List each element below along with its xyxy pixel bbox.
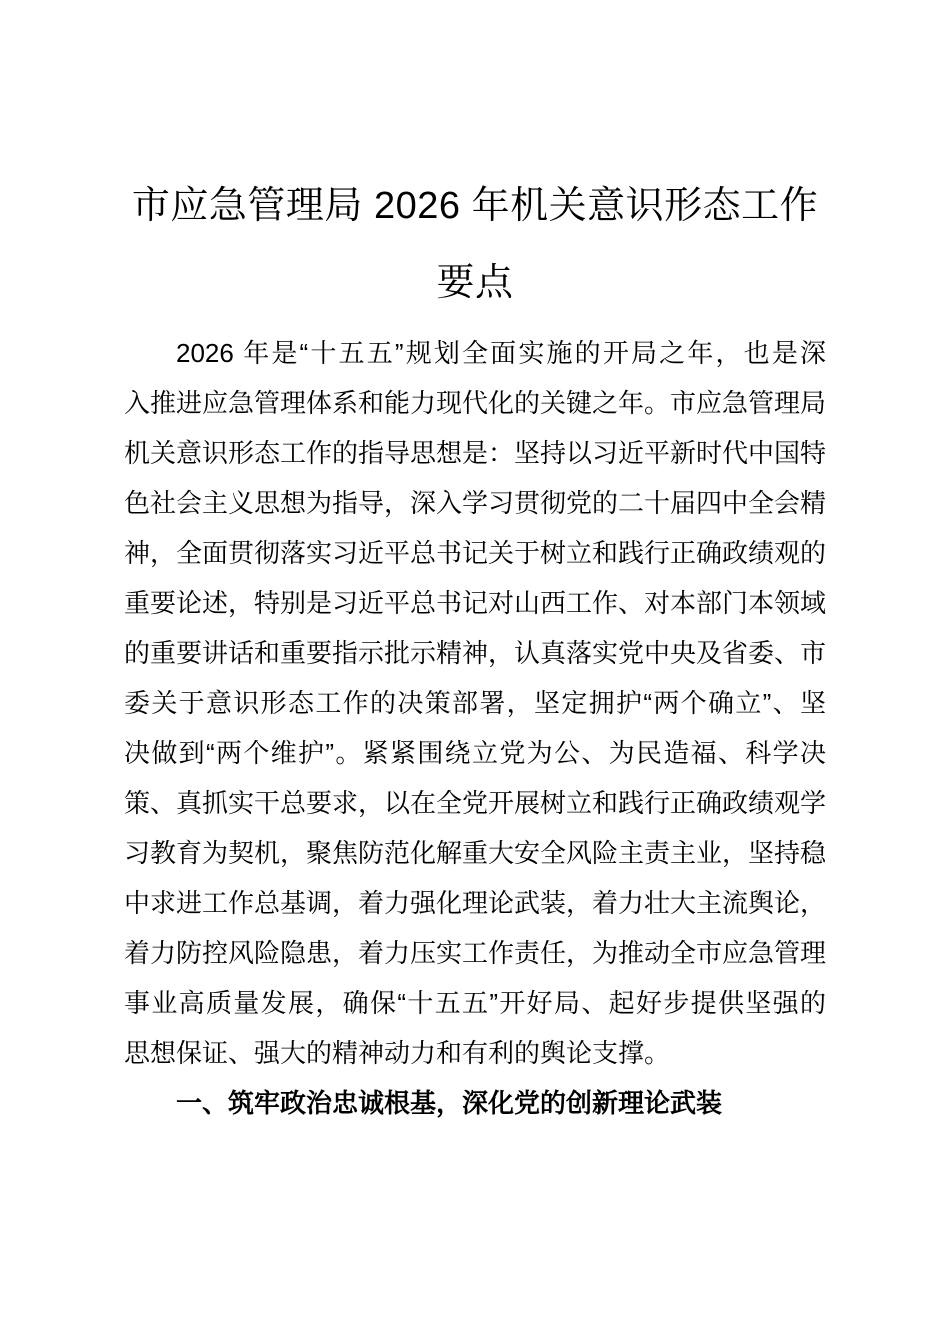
body-line: 重要论述，特别是习近平总书记对山西工作、对本部门本领域 bbox=[124, 588, 827, 618]
body-line: 习教育为契机，聚焦防范化解重大安全风险主责主业，坚持稳 bbox=[124, 838, 827, 868]
body-line: 神，全面贯彻落实习近平总书记关于树立和践行正确政绩观的 bbox=[124, 538, 827, 568]
body-line: 机关意识形态工作的指导思想是：坚持以习近平新时代中国特 bbox=[124, 438, 827, 468]
section-heading: 一、筑牢政治忠诚根基，深化党的创新理论武装 bbox=[176, 1088, 723, 1118]
body-line: 色社会主义思想为指导，深入学习贯彻党的二十届四中全会精 bbox=[124, 488, 827, 518]
document-title-line-1: 市应急管理局 2026 年机关意识形态工作 bbox=[131, 185, 819, 227]
body-line: 事业高质量发展，确保“十五五”开好局、起好步提供坚强的 bbox=[124, 988, 826, 1018]
body-line: 决做到“两个维护”。紧紧围绕立党为公、为民造福、科学决 bbox=[124, 738, 826, 768]
body-line: 策、真抓实干总要求，以在全党开展树立和践行正确政绩观学 bbox=[124, 788, 827, 818]
body-line: 委关于意识形态工作的决策部署，坚定拥护“两个确立”、坚 bbox=[124, 688, 826, 718]
document-title bbox=[124, 168, 826, 322]
body-line: 着力防控风险隐患，着力压实工作责任，为推动全市应急管理 bbox=[124, 938, 827, 968]
body-line: 2026 年是“十五五”规划全面实施的开局之年，也是深 bbox=[176, 338, 826, 368]
body-line: 中求进工作总基调，着力强化理论武装，着力壮大主流舆论， bbox=[124, 888, 827, 918]
body-line: 入推进应急管理体系和能力现代化的关键之年。市应急管理局 bbox=[124, 388, 827, 418]
body-line: 思想保证、强大的精神动力和有利的舆论支撑。 bbox=[124, 1038, 671, 1068]
document-title-line-2: 要点 bbox=[436, 262, 514, 304]
body-line: 的重要讲话和重要指示批示精神，认真落实党中央及省委、市 bbox=[124, 638, 827, 668]
document-body bbox=[124, 328, 826, 1128]
